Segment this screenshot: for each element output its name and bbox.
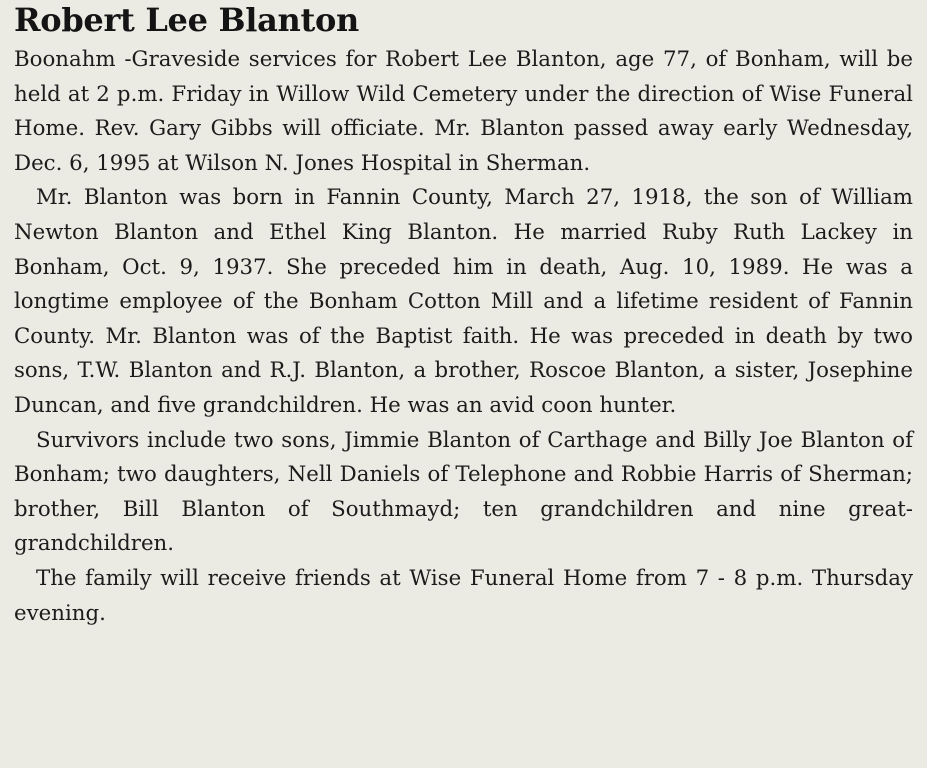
paragraph-services: Boonahm -Graveside services for Robert Lee Blanton, age 77, of Bonham, will be held at 2 p.m. Friday in Willow Wild Cemetery under the direction of Wise Funeral Home. Rev. Gary Gibbs will officiate. Mr. Blanton passed away early Wednesday, Dec. 6, 1995 at Wilson N. Jones Hospital in Sherman. bbox=[14, 47, 913, 176]
paragraph-biography: Mr. Blanton was born in Fannin County, March 27, 1918, the son of William Newton Blanton and Ethel King Blanton. He married Ruby Ruth Lackey in Bonham, Oct. 9, 1937. She preceded him in death, Aug. 10, 1989. He was a longtime employee of the Bonham Cotton Mill and a lifetime resident of Fannin County. Mr. Blanton was of the Baptist faith. He was preceded in death by two sons, T.W. Blanton and R.J. Blanton, a brother, Roscoe Blanton, a sister, Josephine Duncan, and five grandchildren. He was an avid coon hunter. bbox=[14, 185, 913, 418]
paragraph-survivors: Survivors include two sons, Jimmie Blanton of Carthage and Billy Joe Blanton of Bonham; two daughters, Nell Daniels of Telephone and Robbie Harris of Sherman; brother, Bill Blanton of Southmayd; ten grandchildren and nine great-grandchildren. bbox=[14, 427, 913, 557]
obituary-body bbox=[14, 43, 913, 631]
obituary-headline: Robert Lee Blanton bbox=[14, 1, 360, 39]
paragraph-visitation: The family will receive friends at Wise Funeral Home from 7 - 8 p.m. Thursday evening. bbox=[14, 565, 913, 626]
